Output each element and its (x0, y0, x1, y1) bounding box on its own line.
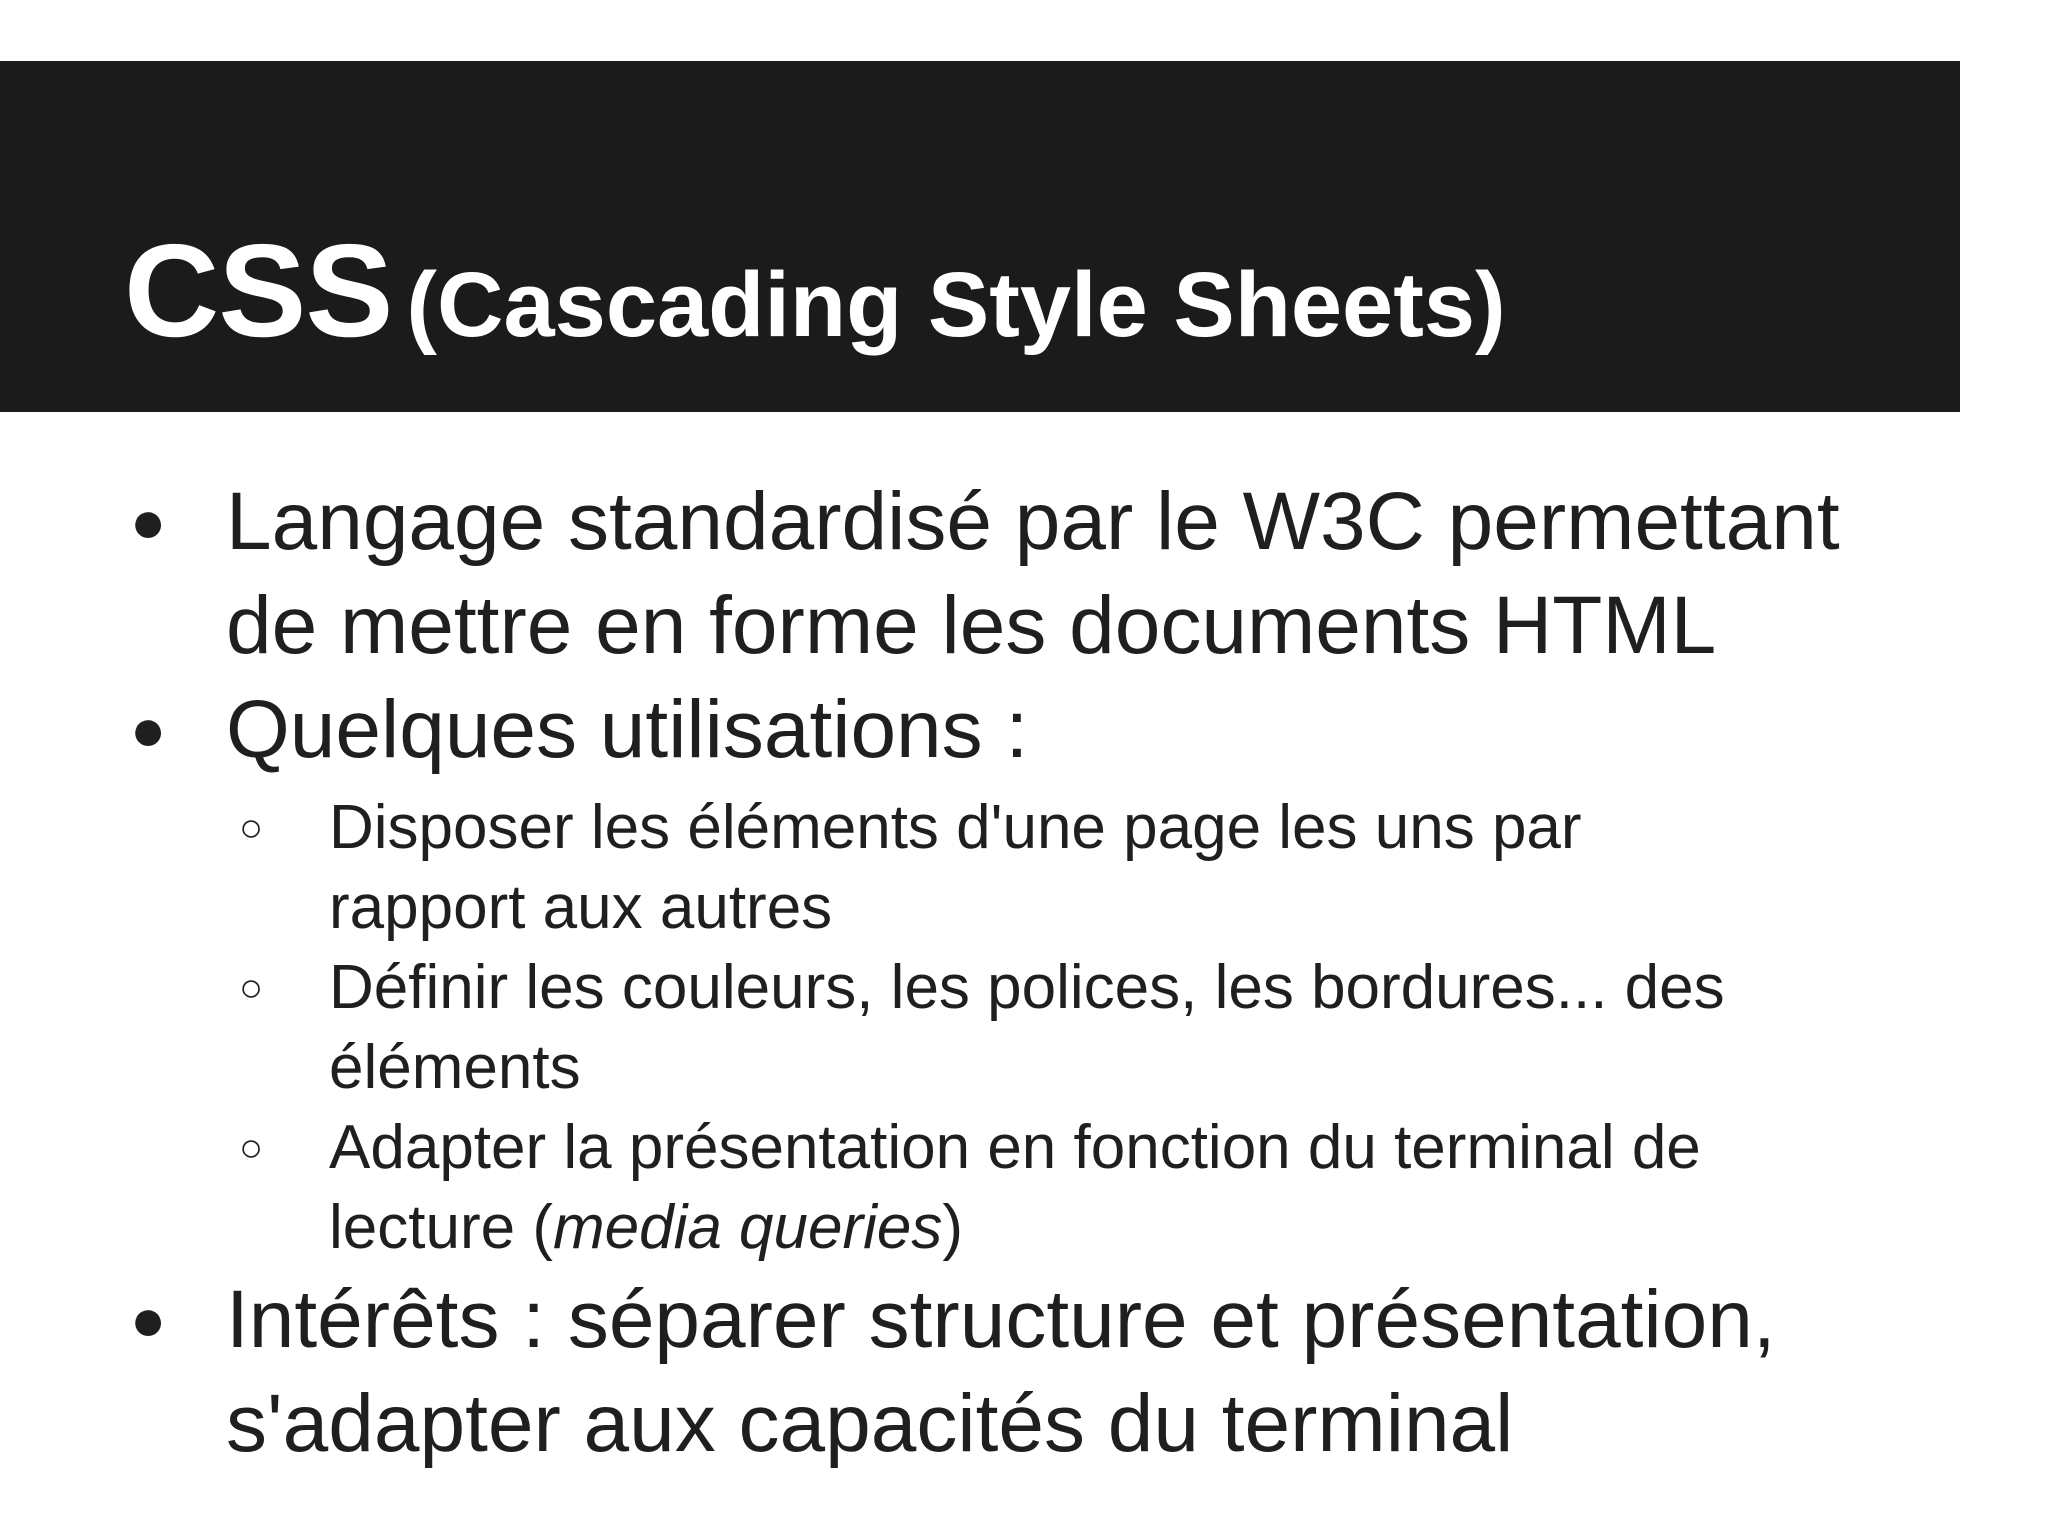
sub-bullet-text-line: rapport aux autres (329, 873, 833, 942)
sub-bullet-item (124, 788, 1984, 948)
hollow-bullet-icon: ○ (239, 1126, 264, 1170)
sub-bullet-text-line: éléments (329, 1033, 581, 1102)
filled-bullet-icon: ● (130, 696, 167, 763)
bullet-item (124, 470, 1984, 678)
bullet-text-line: Intérêts : séparer structure et présentation, (226, 1274, 1776, 1365)
bullet-text-line: s'adapter aux capacités du terminal (226, 1378, 1514, 1469)
bullet-text-line: Quelques utilisations : (226, 684, 1029, 775)
bullet-item (124, 1268, 1984, 1476)
bullet-item (124, 678, 1984, 782)
bullet-text-line: de mettre en forme les documents HTML (226, 580, 1717, 671)
hollow-bullet-icon: ○ (239, 806, 264, 850)
sub-bullet-text-line: Définir les couleurs, les polices, les bordures... des (329, 953, 1725, 1022)
sub-bullet-text-line: Adapter la présentation en fonction du terminal de (329, 1113, 1701, 1182)
title-subtitle: (Cascading Style Sheets) (406, 254, 1506, 356)
slide-title (124, 217, 1506, 364)
filled-bullet-icon: ● (130, 1286, 167, 1353)
sub-bullet-item (124, 948, 1984, 1108)
title-main: CSS (124, 217, 393, 364)
italic-term: media queries (552, 1193, 943, 1262)
filled-bullet-icon: ● (130, 488, 167, 555)
bullet-text-line: Langage standardisé par le W3C permettant (226, 476, 1840, 567)
sub-bullet-text-line: Disposer les éléments d'une page les uns par (329, 793, 1582, 862)
sub-bullet-list (124, 788, 1984, 1268)
slide-content (124, 470, 1984, 1476)
hollow-bullet-icon: ○ (239, 966, 264, 1010)
text-segment: lecture ( (329, 1193, 553, 1262)
text-segment: ) (942, 1193, 964, 1262)
sub-bullet-item (124, 1108, 1984, 1268)
sub-bullet-text-line (329, 1188, 1984, 1268)
